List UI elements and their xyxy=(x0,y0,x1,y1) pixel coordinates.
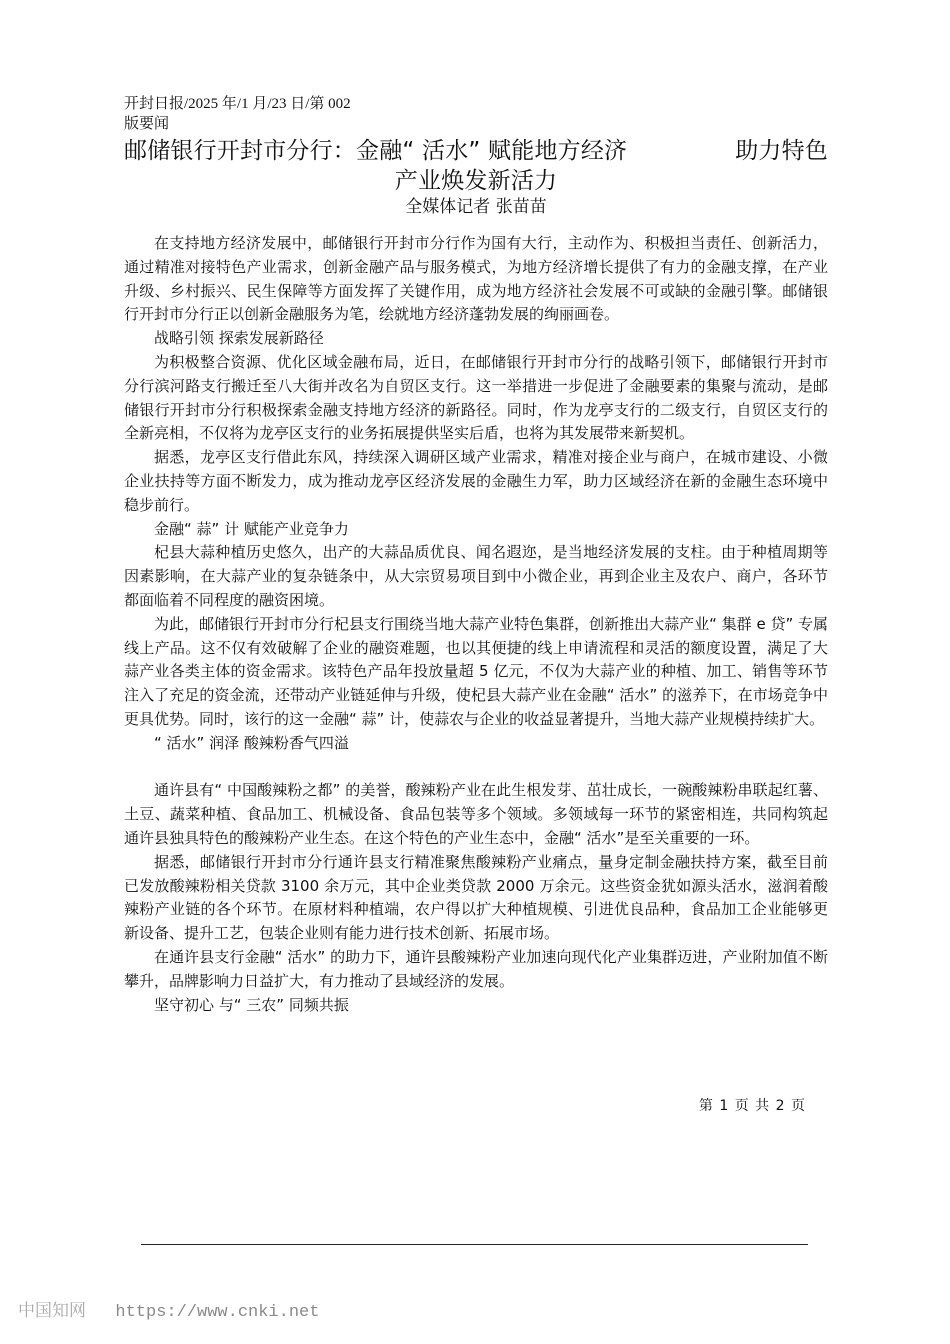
document-page xyxy=(124,94,828,1017)
paragraph: 据悉，龙亭区支行借此东风，持续深入调研区域产业需求，精准对接企业与商户，在城市建设、小微企业扶持等方面不断发力，成为推动龙亭区经济发展的金融生力军，助力区域经济在新的金融生态环境中稳步前行。 xyxy=(124,448,828,514)
paragraph: 为此，邮储银行开封市分行杞县支行围绕当地大蒜产业特色集群，创新推出大蒜产业“ 集群 e 贷” 专属线上产品。这不仅有效破解了企业的融资难题，也以其便捷的线上申请流程和灵活的额度设置，满足了大蒜产业各类主体的资金需求。该特色产品年投放量超 5 亿元，不仅为大蒜产业的种植、加工、销售等环节注入了充足的资金流，还带动产业链延伸与升级，使杞县大蒜产业在金融“ 活水” 的滋养下，在市场竞争中更具优势。同时，该行的这一金融“ 蒜” 计，使蒜农与企业的收益显著提升，当地大蒜产业规模持续扩大。 xyxy=(124,614,828,728)
blank-line xyxy=(124,756,828,780)
source-line: 开封日报/2025 年/1 月/23 日/第 002 xyxy=(124,96,351,112)
title-tail: 助力特色 xyxy=(735,138,828,164)
paragraph: 据悉，邮储银行开封市分行通许县支行精准聚焦酸辣粉产业痛点，量身定制金融扶持方案，截至目前已发放酸辣粉相关贷款 3100 余万元，其中企业类贷款 2000 万余元。这些资金犹如源头活水，滋润着酸辣粉产业链的各个环节。在原材料种植端，农户得以扩大种植规模、引进优良品种，食品加工企业能够更新设备、提升工艺，包装企业则有能力进行技术创新、拓展市场。 xyxy=(124,852,828,943)
watermark-name: 中国知网 xyxy=(18,1301,86,1321)
title-line-1 xyxy=(124,136,828,166)
page-number: 第 1 页 共 2 页 xyxy=(698,1098,806,1114)
footer-divider xyxy=(141,1244,808,1245)
section-heading: 战略引领 探索发展新路径 xyxy=(154,329,324,348)
paragraph: 在支持地方经济发展中，邮储银行开封市分行作为国有大行，主动作为、积极担当责任、创新活力，通过精准对接特色产业需求，创新金融产品与服务模式，为地方经济增长提供了有力的金融支撑，在产业升级、乡村振兴、民生保障等方面发挥了关键作用，成为地方经济社会发展不可或缺的金融引擎。邮储银行开封市分行正以创新金融服务为笔，绘就地方经济蓬勃发展的绚丽画卷。 xyxy=(124,234,828,324)
article-body xyxy=(124,232,828,1017)
title-main: 邮储银行开封市分行：金融“ 活水” 赋能地方经济 xyxy=(124,138,628,164)
section-heading: “ 活水” 润泽 酸辣粉香气四溢 xyxy=(154,733,349,752)
paragraph: 在通许县支行金融“ 活水” 的助力下，通许县酸辣粉产业加速向现代化产业集群迈进，产业附加值不断攀升，品牌影响力日益扩大，有力推动了县域经济的发展。 xyxy=(124,947,828,990)
byline: 全媒体记者 张苗苗 xyxy=(405,197,547,217)
watermark-url[interactable]: https://www.cnki.net xyxy=(115,1303,320,1322)
section-heading: 金融“ 蒜” 计 赋能产业竞争力 xyxy=(154,519,349,538)
title-line-2: 产业焕发新活力 xyxy=(394,168,558,194)
section-heading: 坚守初心 与“ 三农” 同频共振 xyxy=(154,995,349,1014)
section-label: 版要闻 xyxy=(124,116,170,132)
paragraph: 杞县大蒜种植历史悠久，出产的大蒜品质优良、闻名遐迩，是当地经济发展的支柱。由于种植周期等因素影响，在大蒜产业的复杂链条中，从大宗贸易项目到中小微企业，再到企业主及农户、商户，各环节都面临着不同程度的融资困境。 xyxy=(124,543,828,609)
cnki-watermark xyxy=(18,1296,319,1322)
article-title xyxy=(124,136,828,196)
paragraph: 通许县有“ 中国酸辣粉之都” 的美誉，酸辣粉产业在此生根发芽、茁壮成长，一碗酸辣粉串联起红薯、土豆、蔬菜种植、食品加工、机械设备、食品包装等多个领域。多领域每一环节的紧密相连，共同构筑起通许县独具特色的酸辣粉产业生态。在这个特色的产业生态中，金融“ 活水”是至关重要的一环。 xyxy=(124,781,828,847)
paragraph: 为积极整合资源、优化区域金融布局，近日，在邮储银行开封市分行的战略引领下，邮储银行开封市分行滨河路支行搬迁至八大街并改名为自贸区支行。这一举措进一步促进了金融要素的集聚与流动，是邮储银行开封市分行积极探索金融支持地方经济的新路径。同时，作为龙亭支行的二级支行，自贸区支行的全新亮相，不仅将为龙亭区支行的业务拓展提供坚实后盾，也将为其发展带来新契机。 xyxy=(124,352,828,443)
